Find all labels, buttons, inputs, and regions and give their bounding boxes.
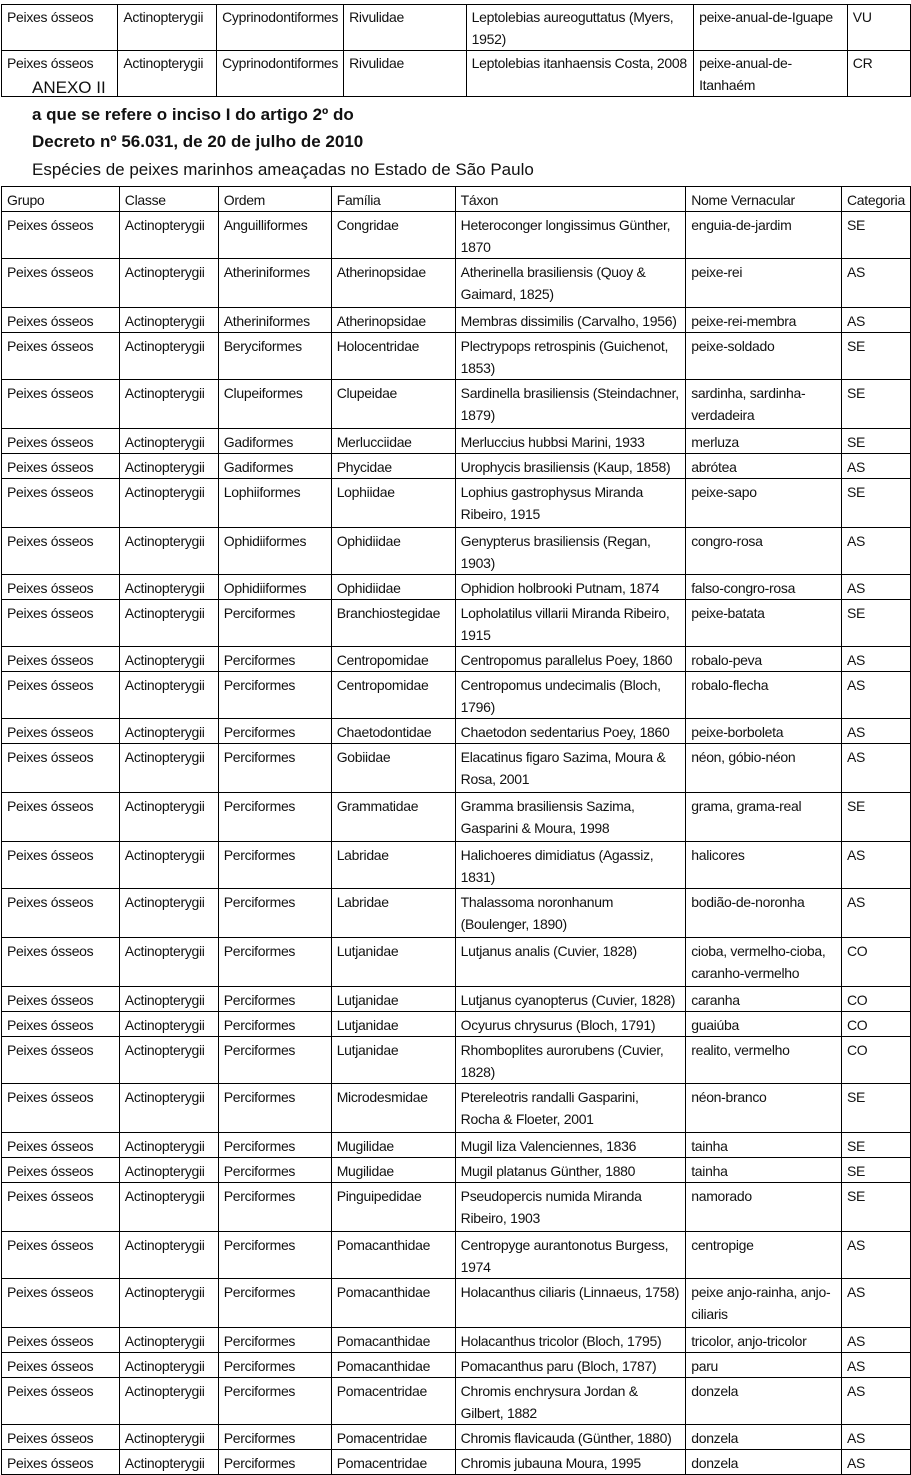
table-row [2,842,911,889]
table-cell: Leptolebias itanhaensis Costa, 2008 [466,51,693,97]
table-cell: Peixes ósseos [2,1133,120,1158]
table-cell: sardinha, sardinha-verdadeira [686,380,842,429]
table-cell: namorado [686,1183,842,1232]
table-cell: Pomacanthidae [331,1353,455,1378]
table-cell: Thalassoma noronhanum (Boulenger, 1890) [455,889,686,938]
table-cell: peixe-soldado [686,333,842,380]
table-cell: Peixes ósseos [2,938,120,987]
table-row [2,1133,911,1158]
table-row [2,672,911,719]
table-cell: Pomacentridae [331,1425,455,1450]
table-cell: Peixes ósseos [2,1378,120,1425]
table-cell: AS [841,259,910,308]
table-cell: tainha [686,1158,842,1183]
table-cell: Actinopterygii [119,479,218,528]
annex-reference-line: a que se refere o inciso I do artigo 2º do [32,105,354,124]
table-cell: Rhomboplites aurorubens (Cuvier, 1828) [455,1037,686,1084]
table-cell: Perciformes [218,793,331,842]
table-cell: CO [841,1037,910,1084]
table-row [2,647,911,672]
table-cell: Actinopterygii [119,1183,218,1232]
table-cell: Actinopterygii [119,1425,218,1450]
table-cell: Actinopterygii [119,1158,218,1183]
table-cell: Actinopterygii [119,528,218,575]
table-row [2,479,911,528]
table-row [2,5,911,51]
table-row [2,1012,911,1037]
table-cell: Genypterus brasiliensis (Regan, 1903) [455,528,686,575]
table-row [2,1425,911,1450]
table-row [2,1450,911,1475]
table-cell: VU [847,5,910,51]
table-cell: Peixes ósseos [2,308,120,333]
table-cell: Anguilliformes [218,212,331,259]
table-cell: Perciformes [218,889,331,938]
top-continuation-table [1,4,911,97]
table-cell: Ophidiiformes [218,528,331,575]
table-cell: Ptereleotris randalli Gasparini, Rocha & Floeter, 2001 [455,1084,686,1133]
table-cell: Perciformes [218,842,331,889]
table-cell: AS [841,1328,910,1353]
table-cell: peixe-batata [686,600,842,647]
table-row [2,429,911,454]
table-cell: AS [841,528,910,575]
table-cell: SE [841,380,910,429]
table-cell: Perciformes [218,1158,331,1183]
table-row [2,380,911,429]
table-cell: Actinopterygii [119,842,218,889]
table-row [2,528,911,575]
table-cell: Congridae [331,212,455,259]
table-cell: Peixes ósseos [2,479,120,528]
table-cell: néon, góbio-néon [686,744,842,793]
table-cell: Perciformes [218,1232,331,1279]
table-cell: SE [841,793,910,842]
table-cell: Ophidiidae [331,528,455,575]
table-cell: Lophiiformes [218,479,331,528]
table-cell: Halichoeres dimidiatus (Agassiz, 1831) [455,842,686,889]
table-cell: Perciformes [218,719,331,744]
table-cell: AS [841,1425,910,1450]
table-cell: Actinopterygii [119,1378,218,1425]
table-cell: CO [841,938,910,987]
table-cell: Peixes ósseos [2,842,120,889]
table-cell: Perciformes [218,647,331,672]
table-cell: caranha [686,987,842,1012]
table-cell: Ophidion holbrooki Putnam, 1874 [455,575,686,600]
table-cell: Perciformes [218,1378,331,1425]
column-header: Classe [119,187,218,212]
table-cell: Peixes ósseos [2,429,120,454]
table-cell: Peixes ósseos [2,51,118,97]
table-cell: Peixes ósseos [2,719,120,744]
table-cell: Actinopterygii [118,51,217,97]
table-cell: Pomacanthidae [331,1232,455,1279]
table-cell: Atherinopsidae [331,308,455,333]
table-cell: cioba, vermelho-cioba, caranho-vermelho [686,938,842,987]
table-cell: Peixes ósseos [2,212,120,259]
table-cell: SE [841,600,910,647]
table-row [2,1279,911,1328]
column-header: Família [331,187,455,212]
table-cell: donzela [686,1425,842,1450]
table-cell: Actinopterygii [119,1012,218,1037]
column-header: Táxon [455,187,686,212]
table-row [2,259,911,308]
table-cell: néon-branco [686,1084,842,1133]
table-row [2,1232,911,1279]
table-cell: Rivulidae [344,51,467,97]
table-cell: Pseudopercis numida Miranda Ribeiro, 1903 [455,1183,686,1232]
table-cell: paru [686,1353,842,1378]
table-cell: peixe-anual-de-Iguape [694,5,848,51]
table-cell: Centropomus parallelus Poey, 1860 [455,647,686,672]
table-cell: AS [841,672,910,719]
table-cell: Peixes ósseos [2,575,120,600]
table-cell: Perciformes [218,1037,331,1084]
table-cell: grama, grama-real [686,793,842,842]
table-cell: Holacanthus tricolor (Bloch, 1795) [455,1328,686,1353]
table-cell: congro-rosa [686,528,842,575]
table-cell: Centropomidae [331,647,455,672]
table-cell: Lopholatilus villarii Miranda Ribeiro, 1915 [455,600,686,647]
table-row [2,212,911,259]
table-cell: Rivulidae [344,5,467,51]
table-cell: Actinopterygii [119,889,218,938]
table-cell: Perciformes [218,672,331,719]
table-cell: Lutjanidae [331,1012,455,1037]
table-cell: Plectrypops retrospinis (Guichenot, 1853) [455,333,686,380]
table-row [2,744,911,793]
table-cell: Ocyurus chrysurus (Bloch, 1791) [455,1012,686,1037]
table-cell: Peixes ósseos [2,1012,120,1037]
table-cell: Peixes ósseos [2,1158,120,1183]
table-row [2,575,911,600]
table-cell: peixe-rei-membra [686,308,842,333]
table-cell: Actinopterygii [119,1232,218,1279]
table-cell: CO [841,1012,910,1037]
annex-decree-line: Decreto nº 56.031, de 20 de julho de 2010 [32,132,364,151]
column-header: Categoria [841,187,910,212]
table-cell: Urophycis brasiliensis (Kaup, 1858) [455,454,686,479]
table-cell: AS [841,1279,910,1328]
table-row [2,1353,911,1378]
table-cell: Mugil liza Valenciennes, 1836 [455,1133,686,1158]
table-cell: enguia-de-jardim [686,212,842,259]
table-cell: Lutjanus cyanopterus (Cuvier, 1828) [455,987,686,1012]
table-cell: AS [841,1450,910,1475]
table-cell: Peixes ósseos [2,259,120,308]
table-cell: AS [841,889,910,938]
table-cell: Centropomidae [331,672,455,719]
table-cell: centropige [686,1232,842,1279]
table-cell: Perciformes [218,987,331,1012]
table-cell: Actinopterygii [119,1279,218,1328]
table-cell: Beryciformes [218,333,331,380]
table-cell: Lutjanidae [331,1037,455,1084]
table-cell: Lutjanus analis (Cuvier, 1828) [455,938,686,987]
table-cell: SE [841,1183,910,1232]
table-cell: AS [841,1353,910,1378]
table-row [2,51,911,97]
table-cell: Labridae [331,842,455,889]
table-cell: Perciformes [218,600,331,647]
table-cell: Peixes ósseos [2,793,120,842]
table-cell: Pinguipedidae [331,1183,455,1232]
table-cell: Peixes ósseos [2,528,120,575]
table-cell: Labridae [331,889,455,938]
table-cell: Merlucciidae [331,429,455,454]
table-cell: Perciformes [218,744,331,793]
table-cell: Centropomus undecimalis (Bloch, 1796) [455,672,686,719]
table-cell: tainha [686,1133,842,1158]
table-row [2,1158,911,1183]
table-cell: Gadiformes [218,454,331,479]
table-row [2,454,911,479]
table-cell: Actinopterygii [119,429,218,454]
table-cell: bodião-de-noronha [686,889,842,938]
table-row [2,308,911,333]
table-cell: merluza [686,429,842,454]
table-cell: SE [841,1084,910,1133]
table-cell: Actinopterygii [119,1133,218,1158]
table-cell: Actinopterygii [119,1037,218,1084]
table-cell: Pomacanthus paru (Bloch, 1787) [455,1353,686,1378]
table-cell: AS [841,454,910,479]
table-cell: Pomacanthidae [331,1279,455,1328]
table-cell: Cyprinodontiformes [217,5,344,51]
table-cell: tricolor, anjo-tricolor [686,1328,842,1353]
table-cell: Peixes ósseos [2,1353,120,1378]
table-cell: SE [841,333,910,380]
column-header: Nome Vernacular [686,187,842,212]
table-cell: Peixes ósseos [2,1450,120,1475]
table-cell: Actinopterygii [119,333,218,380]
table-cell: Lophius gastrophysus Miranda Ribeiro, 1915 [455,479,686,528]
table-cell: abrótea [686,454,842,479]
table-cell: Membras dissimilis (Carvalho, 1956) [455,308,686,333]
table-cell: Perciformes [218,1353,331,1378]
table-cell: Actinopterygii [119,259,218,308]
table-cell: Chaetodon sedentarius Poey, 1860 [455,719,686,744]
table-cell: Peixes ósseos [2,454,120,479]
table-cell: Peixes ósseos [2,333,120,380]
table-cell: Actinopterygii [119,938,218,987]
table-cell: Actinopterygii [119,308,218,333]
table-cell: donzela [686,1450,842,1475]
table-cell: Elacatinus figaro Sazima, Moura & Rosa, 2001 [455,744,686,793]
table-cell: realito, vermelho [686,1037,842,1084]
table-cell: Cyprinodontiformes [217,51,344,97]
table-cell: Pomacentridae [331,1450,455,1475]
table-cell: robalo-flecha [686,672,842,719]
table-cell: AS [841,1378,910,1425]
table-cell: peixe-anual-de-Itanhaém [694,51,848,97]
annex-title: ANEXO II [32,78,106,97]
table-cell: Pomacentridae [331,1378,455,1425]
table-cell: Perciformes [218,1279,331,1328]
table-cell: Actinopterygii [119,454,218,479]
table-cell: robalo-peva [686,647,842,672]
table-cell: Holacanthus ciliaris (Linnaeus, 1758) [455,1279,686,1328]
table-cell: AS [841,744,910,793]
table-cell: Perciformes [218,1012,331,1037]
table-row [2,1037,911,1084]
table-cell: Heteroconger longissimus Günther, 1870 [455,212,686,259]
table-cell: Peixes ósseos [2,600,120,647]
table-cell: Gadiformes [218,429,331,454]
table-cell: Lophiidae [331,479,455,528]
table-cell: Perciformes [218,1183,331,1232]
table-cell: Actinopterygii [118,5,217,51]
table-cell: Ophidiidae [331,575,455,600]
table-cell: Perciformes [218,1133,331,1158]
table-cell: Peixes ósseos [2,647,120,672]
table-cell: Actinopterygii [119,212,218,259]
table-cell: Peixes ósseos [2,1183,120,1232]
table-cell: AS [841,842,910,889]
table-cell: peixe anjo-rainha, anjo-ciliaris [686,1279,842,1328]
table-cell: Actinopterygii [119,647,218,672]
table-cell: Actinopterygii [119,1353,218,1378]
table-cell: Centropyge aurantonotus Burgess, 1974 [455,1232,686,1279]
table-cell: Mugilidae [331,1158,455,1183]
table-cell: Actinopterygii [119,744,218,793]
table-row [2,889,911,938]
table-cell: SE [841,212,910,259]
table-cell: Merluccius hubbsi Marini, 1933 [455,429,686,454]
table-cell: AS [841,719,910,744]
table-cell: Peixes ósseos [2,380,120,429]
table-cell: Actinopterygii [119,672,218,719]
table-cell: Actinopterygii [119,600,218,647]
table-cell: halicores [686,842,842,889]
table-cell: Atherinopsidae [331,259,455,308]
table-cell: Chaetodontidae [331,719,455,744]
table-cell: Peixes ósseos [2,744,120,793]
table-cell: Perciformes [218,1425,331,1450]
table-cell: Sardinella brasiliensis (Steindachner, 1879) [455,380,686,429]
table-header-row [2,187,911,212]
table-cell: Ophidiiformes [218,575,331,600]
table-cell: Perciformes [218,1450,331,1475]
table-cell: Peixes ósseos [2,1232,120,1279]
table-cell: Actinopterygii [119,1084,218,1133]
table-cell: Pomacanthidae [331,1328,455,1353]
table-cell: Atheriniformes [218,259,331,308]
table-row [2,719,911,744]
table-cell: Actinopterygii [119,1328,218,1353]
table-cell: SE [841,1158,910,1183]
table-cell: Lutjanidae [331,938,455,987]
table-cell: donzela [686,1378,842,1425]
table-cell: Atheriniformes [218,308,331,333]
table-cell: Mugilidae [331,1133,455,1158]
table-row [2,1183,911,1232]
table-cell: Peixes ósseos [2,5,118,51]
table-cell: SE [841,429,910,454]
table-cell: Chromis jubauna Moura, 1995 [455,1450,686,1475]
table-cell: Gobiidae [331,744,455,793]
table-cell: SE [841,479,910,528]
table-cell: Microdesmidae [331,1084,455,1133]
table-cell: guaiúba [686,1012,842,1037]
table-cell: AS [841,308,910,333]
annex-subtitle: Espécies de peixes marinhos ameaçadas no Estado de São Paulo [32,160,534,179]
table-cell: Peixes ósseos [2,1279,120,1328]
table-cell: Actinopterygii [119,793,218,842]
table-cell: Phycidae [331,454,455,479]
table-cell: Lutjanidae [331,987,455,1012]
table-row [2,987,911,1012]
table-row [2,1084,911,1133]
table-cell: Actinopterygii [119,987,218,1012]
table-cell: Chromis enchrysura Jordan & Gilbert, 1882 [455,1378,686,1425]
table-cell: Peixes ósseos [2,1037,120,1084]
column-header: Grupo [2,187,120,212]
table-cell: Actinopterygii [119,1450,218,1475]
table-cell: AS [841,1232,910,1279]
table-cell: peixe-rei [686,259,842,308]
table-cell: Peixes ósseos [2,987,120,1012]
table-cell: peixe-sapo [686,479,842,528]
table-cell: Gramma brasiliensis Sazima, Gasparini & Moura, 1998 [455,793,686,842]
table-cell: Peixes ósseos [2,1328,120,1353]
table-cell: Clupeiformes [218,380,331,429]
table-cell: Chromis flavicauda (Günther, 1880) [455,1425,686,1450]
table-row [2,1378,911,1425]
table-cell: Leptolebias aureoguttatus (Myers, 1952) [466,5,693,51]
table-cell: Actinopterygii [119,380,218,429]
table-cell: AS [841,575,910,600]
table-row [2,938,911,987]
table-cell: Actinopterygii [119,719,218,744]
table-cell: Peixes ósseos [2,1425,120,1450]
table-cell: Perciformes [218,938,331,987]
table-cell: Grammatidae [331,793,455,842]
table-cell: Perciformes [218,1084,331,1133]
table-cell: Atherinella brasiliensis (Quoy & Gaimard, 1825) [455,259,686,308]
table-cell: CR [847,51,910,97]
table-cell: SE [841,1133,910,1158]
table-row [2,333,911,380]
table-cell: falso-congro-rosa [686,575,842,600]
table-row [2,600,911,647]
table-cell: Peixes ósseos [2,1084,120,1133]
table-row [2,1328,911,1353]
table-cell: peixe-borboleta [686,719,842,744]
table-cell: Mugil platanus Günther, 1880 [455,1158,686,1183]
table-row [2,793,911,842]
table-cell: AS [841,647,910,672]
table-cell: Holocentridae [331,333,455,380]
table-cell: Actinopterygii [119,575,218,600]
table-cell: Peixes ósseos [2,889,120,938]
table-cell: CO [841,987,910,1012]
table-cell: Peixes ósseos [2,672,120,719]
table-cell: Clupeidae [331,380,455,429]
column-header: Ordem [218,187,331,212]
species-table [1,186,911,1475]
table-cell: Branchiostegidae [331,600,455,647]
table-cell: Perciformes [218,1328,331,1353]
